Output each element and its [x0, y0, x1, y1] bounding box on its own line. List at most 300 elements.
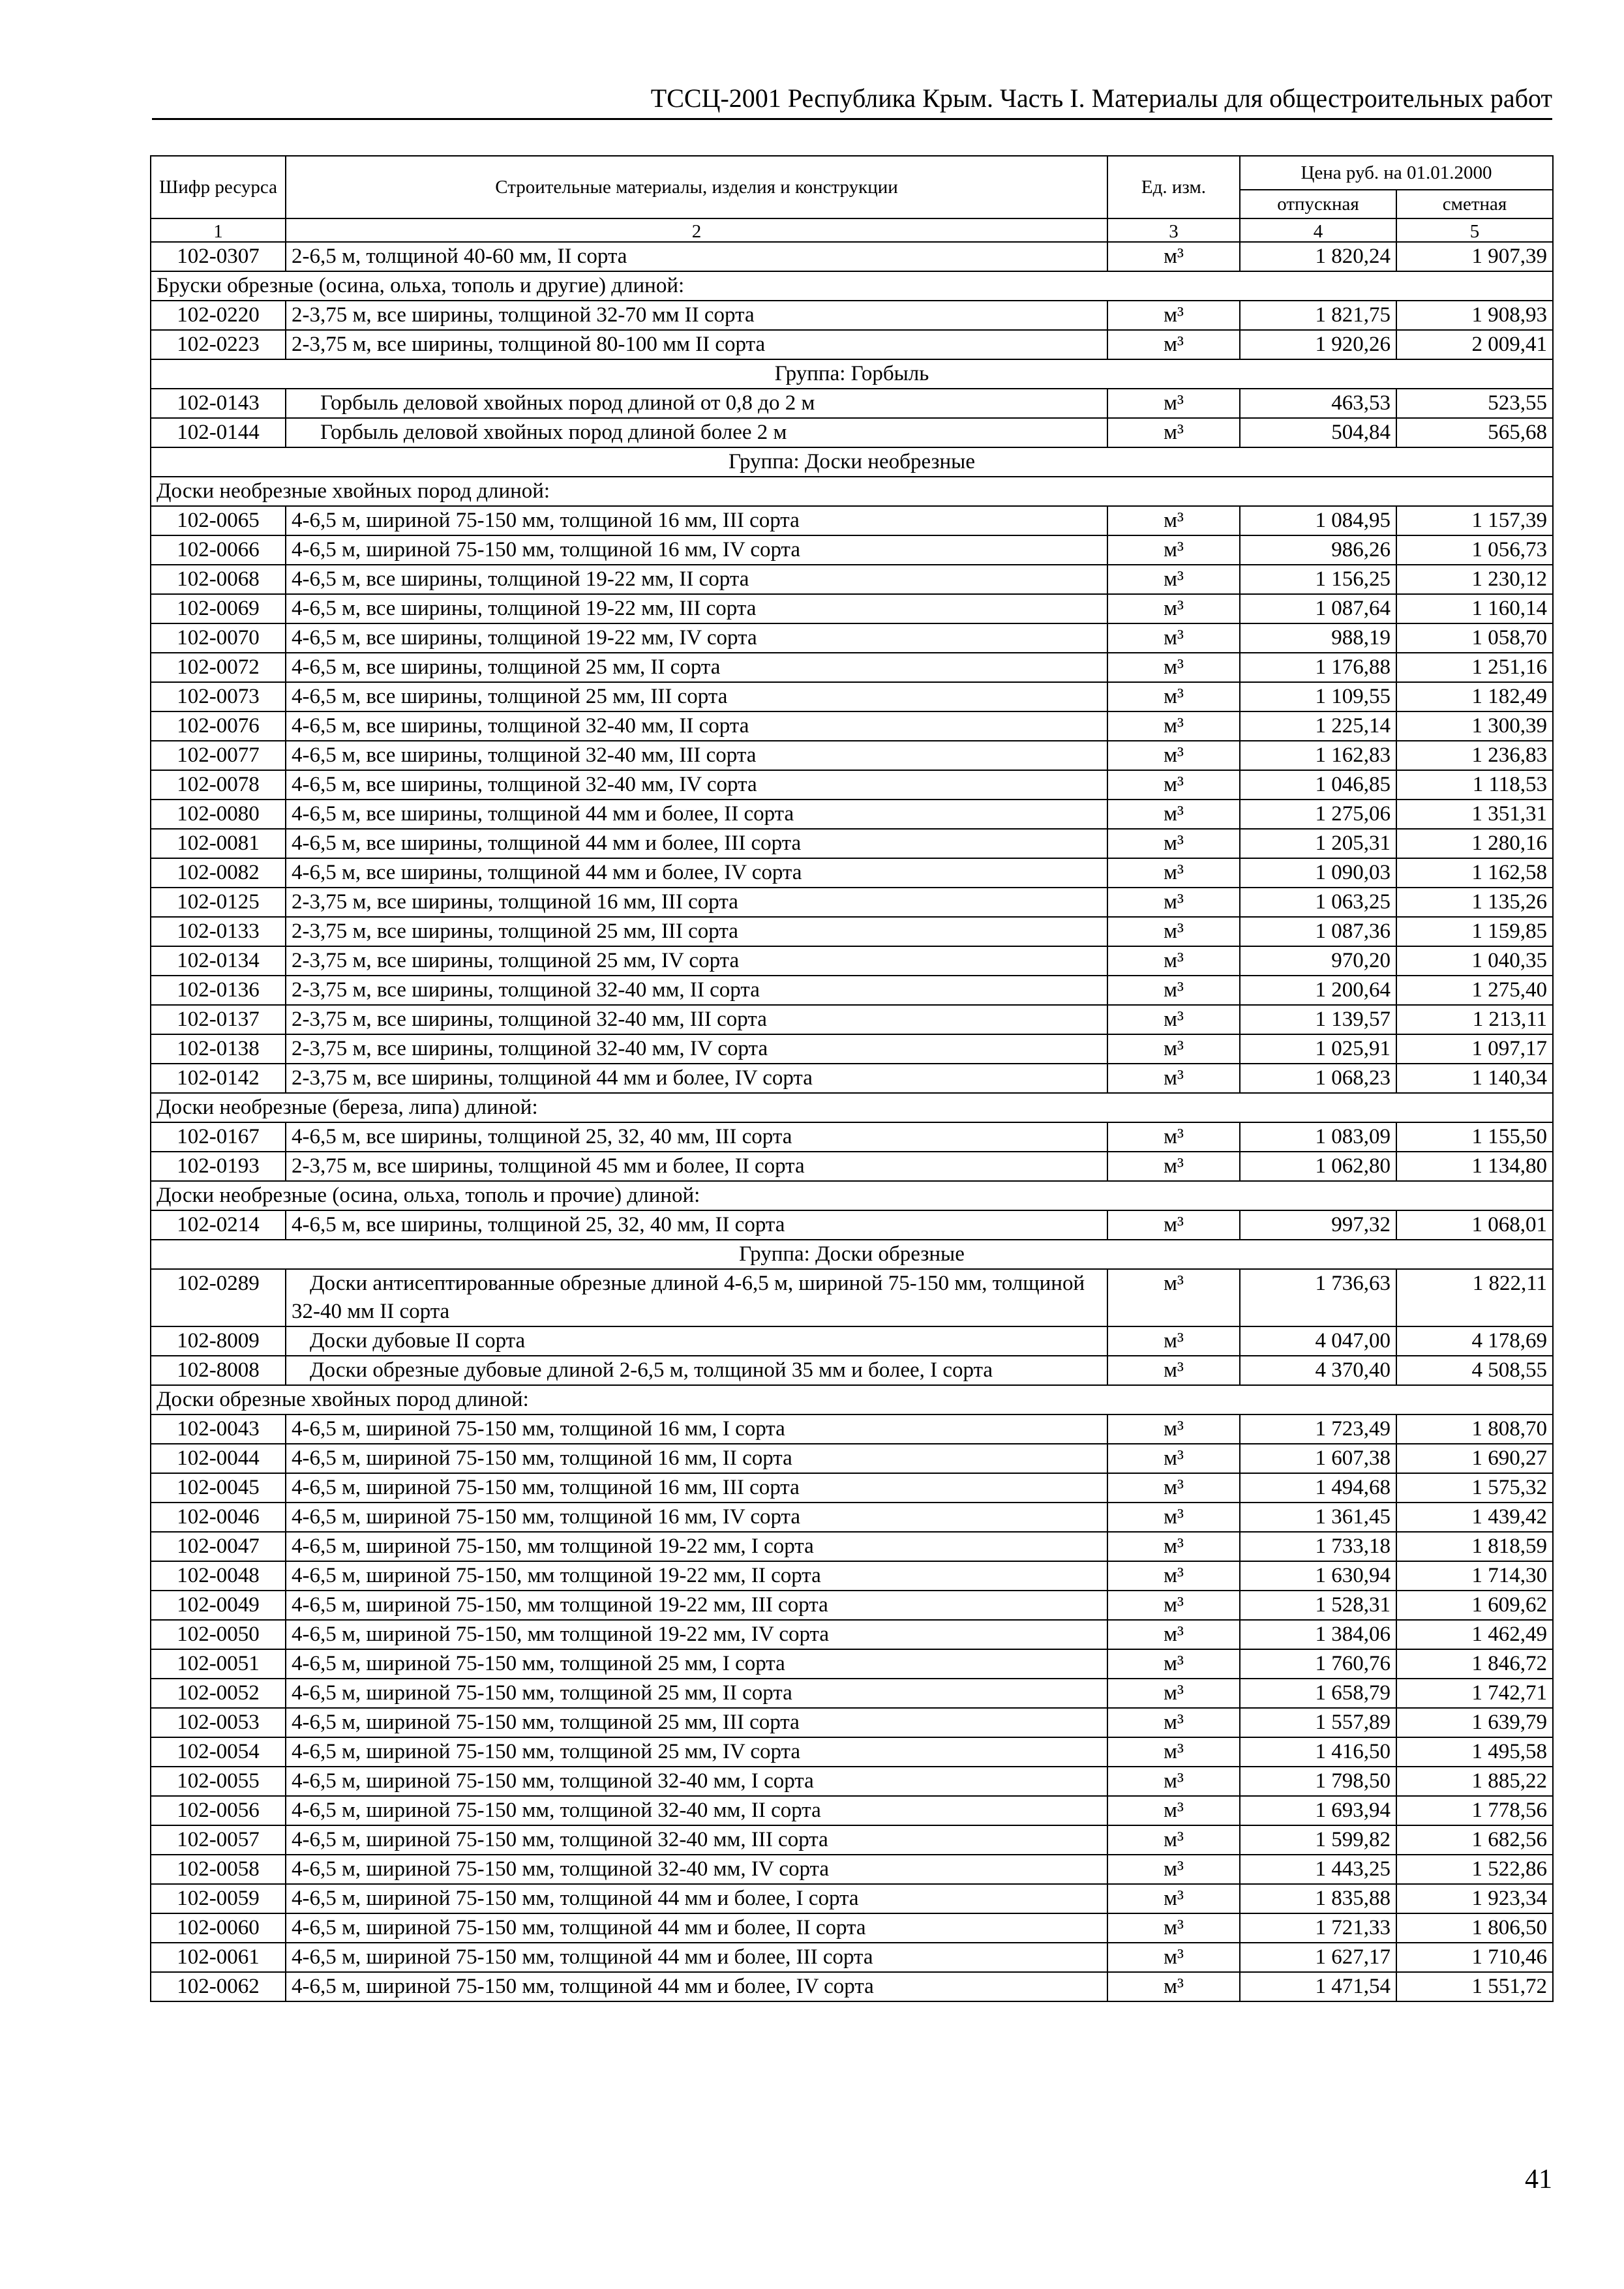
estimate-price-cell: 1 609,62	[1396, 1591, 1553, 1620]
unit-cell: м³	[1107, 829, 1240, 858]
group-title: Группа: Доски обрезные	[151, 1240, 1553, 1269]
estimate-price-cell: 1 575,32	[1396, 1473, 1553, 1503]
table-row	[151, 301, 1553, 330]
resource-code-cell: 102-0069	[151, 594, 286, 623]
release-price-cell: 1 200,64	[1240, 976, 1396, 1005]
material-name-cell: 2-3,75 м, все ширины, толщиной 44 мм и более, IV сорта	[286, 1064, 1107, 1093]
unit-cell: м³	[1107, 1414, 1240, 1444]
estimate-price-cell: 1 462,49	[1396, 1620, 1553, 1649]
resource-code-cell: 102-0080	[151, 800, 286, 829]
resource-code-cell: 102-0046	[151, 1503, 286, 1532]
release-price-cell: 1 835,88	[1240, 1884, 1396, 1913]
material-name-cell: 4-6,5 м, шириной 75-150 мм, толщиной 32-40 мм, I сорта	[286, 1767, 1107, 1796]
material-name-cell: 4-6,5 м, все ширины, толщиной 32-40 мм, IV сорта	[286, 770, 1107, 800]
group-heading	[151, 359, 1553, 389]
unit-cell: м³	[1107, 946, 1240, 976]
table-header	[151, 156, 1553, 242]
release-price-cell: 1 599,82	[1240, 1825, 1396, 1855]
unit-cell: м³	[1107, 917, 1240, 946]
unit-cell: м³	[1107, 242, 1240, 271]
resource-code-cell: 102-0066	[151, 535, 286, 565]
release-price-cell: 1 723,49	[1240, 1414, 1396, 1444]
material-name-cell: 2-3,75 м, все ширины, толщиной 80-100 мм II сорта	[286, 330, 1107, 359]
material-name-cell: 4-6,5 м, все ширины, толщиной 19-22 мм, III сорта	[286, 594, 1107, 623]
release-price-cell: 1 087,64	[1240, 594, 1396, 623]
unit-cell: м³	[1107, 1064, 1240, 1093]
unit-cell: м³	[1107, 1034, 1240, 1064]
subsection-heading	[151, 1093, 1553, 1122]
resource-code-cell: 102-0045	[151, 1473, 286, 1503]
resource-code-cell: 102-0043	[151, 1414, 286, 1444]
unit-cell: м³	[1107, 623, 1240, 653]
release-price-cell: 1 062,80	[1240, 1152, 1396, 1181]
release-price-cell: 1 658,79	[1240, 1679, 1396, 1708]
material-name-cell: 4-6,5 м, все ширины, толщиной 44 мм и более, II сорта	[286, 800, 1107, 829]
resource-code-cell: 102-0077	[151, 741, 286, 770]
estimate-price-cell: 1 923,34	[1396, 1884, 1553, 1913]
estimate-price-cell: 4 508,55	[1396, 1356, 1553, 1385]
material-name-cell: 4-6,5 м, шириной 75-150 мм, толщиной 25 мм, I сорта	[286, 1649, 1107, 1679]
table-row	[151, 1767, 1553, 1796]
resource-code-cell: 102-0061	[151, 1943, 286, 1972]
resource-code-cell: 102-0062	[151, 1972, 286, 2001]
material-name-cell: 2-3,75 м, все ширины, толщиной 45 мм и более, II сорта	[286, 1152, 1107, 1181]
release-price-cell: 1 046,85	[1240, 770, 1396, 800]
material-name-cell: 4-6,5 м, все ширины, толщиной 25 мм, II сорта	[286, 653, 1107, 682]
estimate-price-cell: 565,68	[1396, 418, 1553, 447]
estimate-price-cell: 1 155,50	[1396, 1122, 1553, 1152]
release-price-cell: 1 109,55	[1240, 682, 1396, 711]
release-price-cell: 1 736,63	[1240, 1269, 1396, 1326]
material-name-cell: 4-6,5 м, шириной 75-150, мм толщиной 19-22 мм, IV сорта	[286, 1620, 1107, 1649]
column-number: 3	[1107, 218, 1240, 242]
material-name-cell: 4-6,5 м, шириной 75-150 мм, толщиной 32-40 мм, II сорта	[286, 1796, 1107, 1825]
release-price-cell: 463,53	[1240, 389, 1396, 418]
group-title: Группа: Горбыль	[151, 359, 1553, 389]
resource-code-cell: 102-0051	[151, 1649, 286, 1679]
resource-code-cell: 102-0072	[151, 653, 286, 682]
release-price-cell: 4 370,40	[1240, 1356, 1396, 1385]
table-row	[151, 1122, 1553, 1152]
material-name-cell: 4-6,5 м, шириной 75-150 мм, толщиной 44 мм и более, I сорта	[286, 1884, 1107, 1913]
material-name-cell: 4-6,5 м, шириной 75-150 мм, толщиной 16 мм, IV сорта	[286, 1503, 1107, 1532]
release-price-cell: 1 139,57	[1240, 1005, 1396, 1034]
estimate-price-cell: 1 097,17	[1396, 1034, 1553, 1064]
table-row	[151, 1972, 1553, 2001]
subsection-heading	[151, 1385, 1553, 1414]
unit-cell: м³	[1107, 1444, 1240, 1473]
estimate-price-cell: 1 275,40	[1396, 976, 1553, 1005]
material-name-cell: 4-6,5 м, шириной 75-150 мм, толщиной 25 мм, II сорта	[286, 1679, 1107, 1708]
release-price-cell: 1 721,33	[1240, 1913, 1396, 1943]
resource-code-cell: 102-0060	[151, 1913, 286, 1943]
release-price-cell: 1 068,23	[1240, 1064, 1396, 1093]
resource-code-cell: 102-0056	[151, 1796, 286, 1825]
estimate-price-cell: 1 162,58	[1396, 858, 1553, 888]
material-name-cell: 4-6,5 м, все ширины, толщиной 25 мм, III сорта	[286, 682, 1107, 711]
release-price-cell: 4 047,00	[1240, 1326, 1396, 1356]
resource-code-cell: 102-0082	[151, 858, 286, 888]
column-numbers	[151, 218, 1553, 242]
unit-cell: м³	[1107, 1737, 1240, 1767]
table-row	[151, 1591, 1553, 1620]
material-name-cell: 4-6,5 м, шириной 75-150, мм толщиной 19-22 мм, I сорта	[286, 1532, 1107, 1561]
unit-cell: м³	[1107, 1679, 1240, 1708]
release-price-cell: 1 083,09	[1240, 1122, 1396, 1152]
table-row	[151, 976, 1553, 1005]
resource-code-cell: 102-0049	[151, 1591, 286, 1620]
material-name-cell: 4-6,5 м, шириной 75-150 мм, толщиной 25 мм, IV сорта	[286, 1737, 1107, 1767]
resource-code-cell: 102-0058	[151, 1855, 286, 1884]
material-name-cell: 4-6,5 м, шириной 75-150 мм, толщиной 16 мм, II сорта	[286, 1444, 1107, 1473]
material-name-cell: Горбыль деловой хвойных пород длиной от 0,8 до 2 м	[286, 389, 1107, 418]
release-price-cell: 1 176,88	[1240, 653, 1396, 682]
table-row	[151, 1825, 1553, 1855]
resource-code-cell: 102-0125	[151, 888, 286, 917]
material-name-cell: 4-6,5 м, шириной 75-150 мм, толщиной 32-40 мм, III сорта	[286, 1825, 1107, 1855]
material-name-cell: 2-3,75 м, все ширины, толщиной 32-40 мм, IV сорта	[286, 1034, 1107, 1064]
table-row	[151, 888, 1553, 917]
material-name-cell: 4-6,5 м, шириной 75-150 мм, толщиной 16 мм, I сорта	[286, 1414, 1107, 1444]
table-row	[151, 389, 1553, 418]
resource-code-cell: 102-0307	[151, 242, 286, 271]
resource-code-cell: 102-0076	[151, 711, 286, 741]
table-row	[151, 506, 1553, 535]
unit-cell: м³	[1107, 1855, 1240, 1884]
material-name-cell: 4-6,5 м, все ширины, толщиной 25, 32, 40 мм, III сорта	[286, 1122, 1107, 1152]
estimate-price-cell: 1 818,59	[1396, 1532, 1553, 1561]
table-row	[151, 1620, 1553, 1649]
estimate-price-cell: 1 280,16	[1396, 829, 1553, 858]
estimate-price-cell: 2 009,41	[1396, 330, 1553, 359]
release-price-cell: 1 443,25	[1240, 1855, 1396, 1884]
release-price-cell: 1 821,75	[1240, 301, 1396, 330]
unit-cell: м³	[1107, 1796, 1240, 1825]
table-row	[151, 1152, 1553, 1181]
table-row	[151, 330, 1553, 359]
release-price-cell: 1 384,06	[1240, 1620, 1396, 1649]
material-name-cell: 4-6,5 м, шириной 75-150 мм, толщиной 32-40 мм, IV сорта	[286, 1855, 1107, 1884]
column-number: 2	[286, 218, 1107, 242]
unit-cell: м³	[1107, 418, 1240, 447]
table-row	[151, 1708, 1553, 1737]
estimate-price-cell: 1 056,73	[1396, 535, 1553, 565]
table-row	[151, 1503, 1553, 1532]
unit-cell: м³	[1107, 976, 1240, 1005]
resource-code-cell: 102-0048	[151, 1561, 286, 1591]
estimate-price-cell: 1 182,49	[1396, 682, 1553, 711]
unit-cell: м³	[1107, 800, 1240, 829]
resource-code-cell: 102-0057	[151, 1825, 286, 1855]
estimate-price-cell: 1 230,12	[1396, 565, 1553, 594]
table-row	[151, 565, 1553, 594]
unit-cell: м³	[1107, 1561, 1240, 1591]
release-price-cell: 1 760,76	[1240, 1649, 1396, 1679]
release-price-cell: 1 225,14	[1240, 711, 1396, 741]
table-row	[151, 594, 1553, 623]
table-row	[151, 1473, 1553, 1503]
unit-cell: м³	[1107, 888, 1240, 917]
resource-code-cell: 102-0059	[151, 1884, 286, 1913]
resource-code-cell: 102-0065	[151, 506, 286, 535]
release-price-cell: 1 557,89	[1240, 1708, 1396, 1737]
subsection-heading	[151, 271, 1553, 301]
release-price-cell: 1 607,38	[1240, 1444, 1396, 1473]
table-row	[151, 741, 1553, 770]
release-price-cell: 997,32	[1240, 1210, 1396, 1240]
group-heading	[151, 447, 1553, 477]
material-name-cell: 4-6,5 м, шириной 75-150 мм, толщиной 44 мм и более, III сорта	[286, 1943, 1107, 1972]
material-name-cell: 4-6,5 м, шириной 75-150 мм, толщиной 44 мм и более, II сорта	[286, 1913, 1107, 1943]
release-price-cell: 1 361,45	[1240, 1503, 1396, 1532]
material-name-cell: 4-6,5 м, шириной 75-150 мм, толщиной 25 мм, III сорта	[286, 1708, 1107, 1737]
resource-code-cell: 102-0223	[151, 330, 286, 359]
price-table	[150, 155, 1554, 2002]
table-row	[151, 1326, 1553, 1356]
material-name-cell: 2-3,75 м, все ширины, толщиной 32-40 мм, II сорта	[286, 976, 1107, 1005]
unit-cell: м³	[1107, 1005, 1240, 1034]
table-row	[151, 1796, 1553, 1825]
estimate-price-cell: 1 742,71	[1396, 1679, 1553, 1708]
unit-cell: м³	[1107, 653, 1240, 682]
release-price-cell: 1 090,03	[1240, 858, 1396, 888]
release-price-cell: 1 162,83	[1240, 741, 1396, 770]
unit-cell: м³	[1107, 1767, 1240, 1796]
table-row	[151, 1855, 1553, 1884]
table-row	[151, 1444, 1553, 1473]
table-row	[151, 917, 1553, 946]
material-name-cell: 4-6,5 м, шириной 75-150 мм, толщиной 16 мм, IV сорта	[286, 535, 1107, 565]
resource-code-cell: 102-0133	[151, 917, 286, 946]
subsection-title: Бруски обрезные (осина, ольха, тополь и другие) длиной:	[151, 271, 1553, 301]
estimate-price-cell: 1 639,79	[1396, 1708, 1553, 1737]
material-name-cell: 4-6,5 м, шириной 75-150, мм толщиной 19-22 мм, III сорта	[286, 1591, 1107, 1620]
table-row	[151, 1210, 1553, 1240]
unit-cell: м³	[1107, 1473, 1240, 1503]
material-name-cell: 2-6,5 м, толщиной 40-60 мм, II сорта	[286, 242, 1107, 271]
subsection-heading	[151, 477, 1553, 506]
release-price-cell: 1 820,24	[1240, 242, 1396, 271]
unit-cell: м³	[1107, 1356, 1240, 1385]
unit-cell: м³	[1107, 770, 1240, 800]
material-name-cell: Доски антисептированные обрезные длиной 4-6,5 м, шириной 75-150 мм, толщиной 32-40 мм II сорта	[286, 1269, 1107, 1326]
resource-code-cell: 102-0138	[151, 1034, 286, 1064]
table-row	[151, 682, 1553, 711]
unit-cell: м³	[1107, 858, 1240, 888]
unit-cell: м³	[1107, 1620, 1240, 1649]
resource-code-cell: 102-0167	[151, 1122, 286, 1152]
release-price-cell: 1 063,25	[1240, 888, 1396, 917]
material-name-cell: 4-6,5 м, все ширины, толщиной 19-22 мм, II сорта	[286, 565, 1107, 594]
table-row	[151, 1943, 1553, 1972]
table-row	[151, 711, 1553, 741]
column-header-price: Цена руб. на 01.01.2000	[1240, 156, 1553, 190]
material-name-cell: 4-6,5 м, все ширины, толщиной 32-40 мм, III сорта	[286, 741, 1107, 770]
resource-code-cell: 102-0055	[151, 1767, 286, 1796]
column-number: 5	[1396, 218, 1553, 242]
estimate-price-cell: 1 778,56	[1396, 1796, 1553, 1825]
resource-code-cell: 102-0053	[151, 1708, 286, 1737]
material-name-cell: 4-6,5 м, все ширины, толщиной 19-22 мм, IV сорта	[286, 623, 1107, 653]
estimate-price-cell: 1 213,11	[1396, 1005, 1553, 1034]
subsection-title: Доски необрезные (береза, липа) длиной:	[151, 1093, 1553, 1122]
column-header-unit: Ед. изм.	[1107, 156, 1240, 218]
column-header-code: Шифр ресурса	[151, 156, 286, 218]
unit-cell: м³	[1107, 1326, 1240, 1356]
table-row	[151, 623, 1553, 653]
unit-cell: м³	[1107, 1649, 1240, 1679]
unit-cell: м³	[1107, 301, 1240, 330]
release-price-cell: 1 205,31	[1240, 829, 1396, 858]
unit-cell: м³	[1107, 1708, 1240, 1737]
material-name-cell: 4-6,5 м, шириной 75-150 мм, толщиной 16 мм, III сорта	[286, 506, 1107, 535]
estimate-price-cell: 1 351,31	[1396, 800, 1553, 829]
resource-code-cell: 102-0044	[151, 1444, 286, 1473]
resource-code-cell: 102-8008	[151, 1356, 286, 1385]
resource-code-cell: 102-0137	[151, 1005, 286, 1034]
estimate-price-cell: 1 808,70	[1396, 1414, 1553, 1444]
material-name-cell: 2-3,75 м, все ширины, толщиной 16 мм, III сорта	[286, 888, 1107, 917]
resource-code-cell: 102-0070	[151, 623, 286, 653]
group-heading	[151, 1240, 1553, 1269]
material-name-cell: 2-3,75 м, все ширины, толщиной 25 мм, III сорта	[286, 917, 1107, 946]
table-row	[151, 946, 1553, 976]
estimate-price-cell: 1 058,70	[1396, 623, 1553, 653]
release-price-cell: 1 494,68	[1240, 1473, 1396, 1503]
release-price-cell: 1 084,95	[1240, 506, 1396, 535]
table-row	[151, 1269, 1553, 1326]
unit-cell: м³	[1107, 535, 1240, 565]
column-header-estimate: сметная	[1396, 190, 1553, 218]
release-price-cell: 1 275,06	[1240, 800, 1396, 829]
estimate-price-cell: 1 682,56	[1396, 1825, 1553, 1855]
running-header: ТССЦ-2001 Республика Крым. Часть I. Материалы для общестроительных работ	[650, 83, 1552, 113]
resource-code-cell: 102-0050	[151, 1620, 286, 1649]
estimate-price-cell: 1 690,27	[1396, 1444, 1553, 1473]
unit-cell: м³	[1107, 330, 1240, 359]
estimate-price-cell: 1 157,39	[1396, 506, 1553, 535]
resource-code-cell: 102-0220	[151, 301, 286, 330]
resource-code-cell: 102-0078	[151, 770, 286, 800]
estimate-price-cell: 1 118,53	[1396, 770, 1553, 800]
release-price-cell: 970,20	[1240, 946, 1396, 976]
unit-cell: м³	[1107, 1972, 1240, 2001]
estimate-price-cell: 1 040,35	[1396, 946, 1553, 976]
release-price-cell: 1 416,50	[1240, 1737, 1396, 1767]
estimate-price-cell: 1 140,34	[1396, 1064, 1553, 1093]
release-price-cell: 1 733,18	[1240, 1532, 1396, 1561]
material-name-cell: 4-6,5 м, шириной 75-150, мм толщиной 19-22 мм, II сорта	[286, 1561, 1107, 1591]
release-price-cell: 1 087,36	[1240, 917, 1396, 946]
release-price-cell: 1 528,31	[1240, 1591, 1396, 1620]
table-row	[151, 1884, 1553, 1913]
material-name-cell: 4-6,5 м, шириной 75-150 мм, толщиной 44 мм и более, IV сорта	[286, 1972, 1107, 2001]
release-price-cell: 1 156,25	[1240, 565, 1396, 594]
column-header-release: отпускная	[1240, 190, 1396, 218]
group-title: Группа: Доски необрезные	[151, 447, 1553, 477]
estimate-price-cell: 1 068,01	[1396, 1210, 1553, 1240]
estimate-price-cell: 1 495,58	[1396, 1737, 1553, 1767]
page-number: 41	[1525, 2164, 1552, 2194]
resource-code-cell: 102-0054	[151, 1737, 286, 1767]
release-price-cell: 504,84	[1240, 418, 1396, 447]
release-price-cell: 1 920,26	[1240, 330, 1396, 359]
estimate-price-cell: 1 714,30	[1396, 1561, 1553, 1591]
estimate-price-cell: 1 522,86	[1396, 1855, 1553, 1884]
table-row	[151, 535, 1553, 565]
material-name-cell: Доски обрезные дубовые длиной 2-6,5 м, толщиной 35 мм и более, I сорта	[286, 1356, 1107, 1385]
material-name-cell: 4-6,5 м, шириной 75-150 мм, толщиной 16 мм, III сорта	[286, 1473, 1107, 1503]
estimate-price-cell: 1 134,80	[1396, 1152, 1553, 1181]
material-name-cell: 4-6,5 м, все ширины, толщиной 25, 32, 40 мм, II сорта	[286, 1210, 1107, 1240]
table-row	[151, 1356, 1553, 1385]
release-price-cell: 1 798,50	[1240, 1767, 1396, 1796]
unit-cell: м³	[1107, 1269, 1240, 1326]
unit-cell: м³	[1107, 1591, 1240, 1620]
resource-code-cell: 102-0289	[151, 1269, 286, 1326]
material-name-cell: Доски дубовые II сорта	[286, 1326, 1107, 1356]
release-price-cell: 986,26	[1240, 535, 1396, 565]
table-row	[151, 1679, 1553, 1708]
unit-cell: м³	[1107, 1532, 1240, 1561]
estimate-price-cell: 1 159,85	[1396, 917, 1553, 946]
table-row	[151, 770, 1553, 800]
release-price-cell: 1 025,91	[1240, 1034, 1396, 1064]
header-rule	[152, 118, 1552, 120]
table-row	[151, 1561, 1553, 1591]
material-name-cell: 4-6,5 м, все ширины, толщиной 44 мм и более, III сорта	[286, 829, 1107, 858]
subsection-title: Доски необрезные (осина, ольха, тополь и прочие) длиной:	[151, 1181, 1553, 1210]
subsection-title: Доски необрезные хвойных пород длиной:	[151, 477, 1553, 506]
estimate-price-cell: 4 178,69	[1396, 1326, 1553, 1356]
table-row	[151, 1532, 1553, 1561]
estimate-price-cell: 1 135,26	[1396, 888, 1553, 917]
resource-code-cell: 102-0134	[151, 946, 286, 976]
table-row	[151, 1064, 1553, 1093]
resource-code-cell: 102-0052	[151, 1679, 286, 1708]
material-name-cell: 4-6,5 м, все ширины, толщиной 32-40 мм, II сорта	[286, 711, 1107, 741]
resource-code-cell: 102-0081	[151, 829, 286, 858]
estimate-price-cell: 1 806,50	[1396, 1913, 1553, 1943]
material-name-cell: Горбыль деловой хвойных пород длиной более 2 м	[286, 418, 1107, 447]
table-row	[151, 1737, 1553, 1767]
column-number: 4	[1240, 218, 1396, 242]
resource-code-cell: 102-0193	[151, 1152, 286, 1181]
table-row	[151, 1913, 1553, 1943]
table-row	[151, 1005, 1553, 1034]
unit-cell: м³	[1107, 1913, 1240, 1943]
unit-cell: м³	[1107, 741, 1240, 770]
unit-cell: м³	[1107, 594, 1240, 623]
unit-cell: м³	[1107, 1152, 1240, 1181]
material-name-cell: 4-6,5 м, все ширины, толщиной 44 мм и более, IV сорта	[286, 858, 1107, 888]
unit-cell: м³	[1107, 1210, 1240, 1240]
unit-cell: м³	[1107, 1943, 1240, 1972]
unit-cell: м³	[1107, 1884, 1240, 1913]
table-body	[151, 242, 1553, 2001]
resource-code-cell: 102-0214	[151, 1210, 286, 1240]
table-row	[151, 1414, 1553, 1444]
release-price-cell: 1 630,94	[1240, 1561, 1396, 1591]
unit-cell: м³	[1107, 389, 1240, 418]
resource-code-cell: 102-0142	[151, 1064, 286, 1093]
estimate-price-cell: 1 710,46	[1396, 1943, 1553, 1972]
resource-code-cell: 102-0143	[151, 389, 286, 418]
table-row	[151, 1649, 1553, 1679]
estimate-price-cell: 1 908,93	[1396, 301, 1553, 330]
column-number: 1	[151, 218, 286, 242]
release-price-cell: 1 627,17	[1240, 1943, 1396, 1972]
